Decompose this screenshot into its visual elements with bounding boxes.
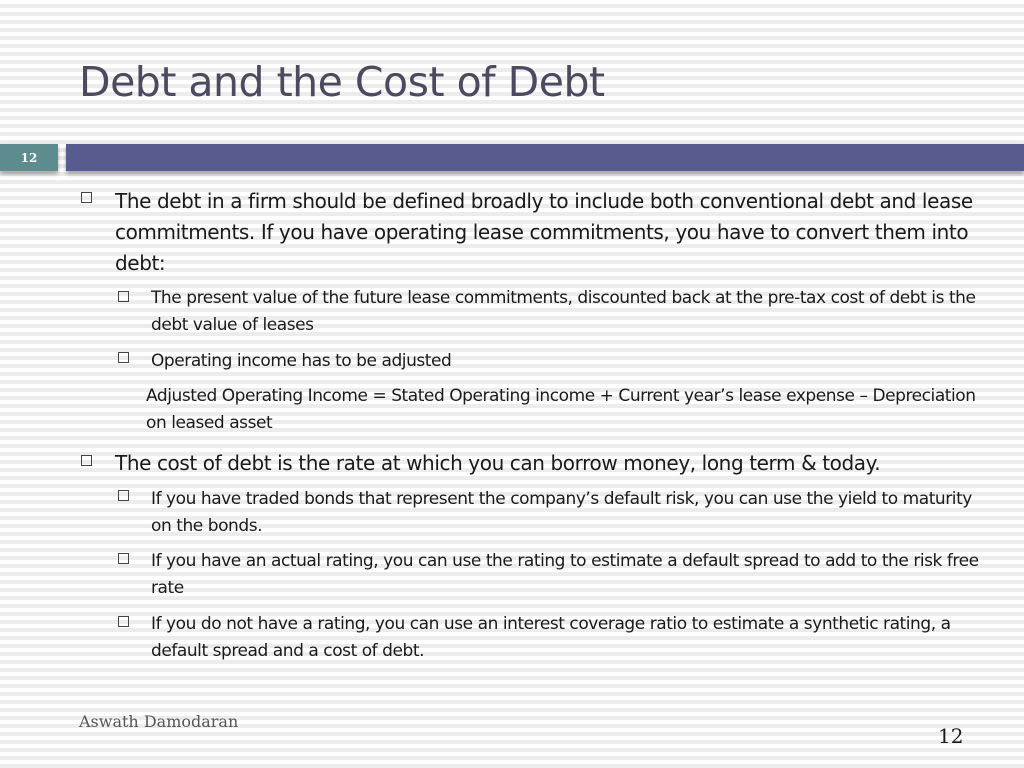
bullet-text: The debt in a firm should be defined broadly to include both conventional debt and lease commitments. If you have operating lease commitments, you have to convert them into debt: [115,189,973,275]
bullet-square-icon [118,352,129,363]
slide-number-tab-label: 12 [20,150,38,165]
bullet-square-icon [81,192,92,203]
sub-bullet-text: Operating income has to be adjusted [151,351,452,371]
bullet-text: The cost of debt is the rate at which you can borrow money, long term & today. [115,451,881,475]
bullet-square-icon [118,616,129,627]
bullet-square-icon [118,291,129,302]
formula-note: Adjusted Operating Income = Stated Operating income + Current year’s lease expense – Depreciation on leased asset [146,386,976,433]
footer-author: Aswath Damodaran [79,712,239,731]
sub-bullet-text: If you do not have a rating, you can use an interest coverage ratio to estimate a synthetic rating, a default spread and a cost of debt. [151,614,951,661]
sub-bullet-text: The present value of the future lease commitments, discounted back at the pre-tax cost of debt is the debt value of leases [151,288,976,335]
slide-title: Debt and the Cost of Debt [79,58,605,106]
bullet-square-icon [118,490,129,501]
sub-bullet-text: If you have an actual rating, you can use the rating to estimate a default spread to add to the risk free rate [151,551,979,598]
page-number: 12 [938,724,964,748]
bullet-square-icon [118,553,129,564]
bullet-square-icon [81,455,92,466]
sub-bullet-text: If you have traded bonds that represent the company’s default risk, you can use the yield to maturity on the bonds. [151,489,972,536]
